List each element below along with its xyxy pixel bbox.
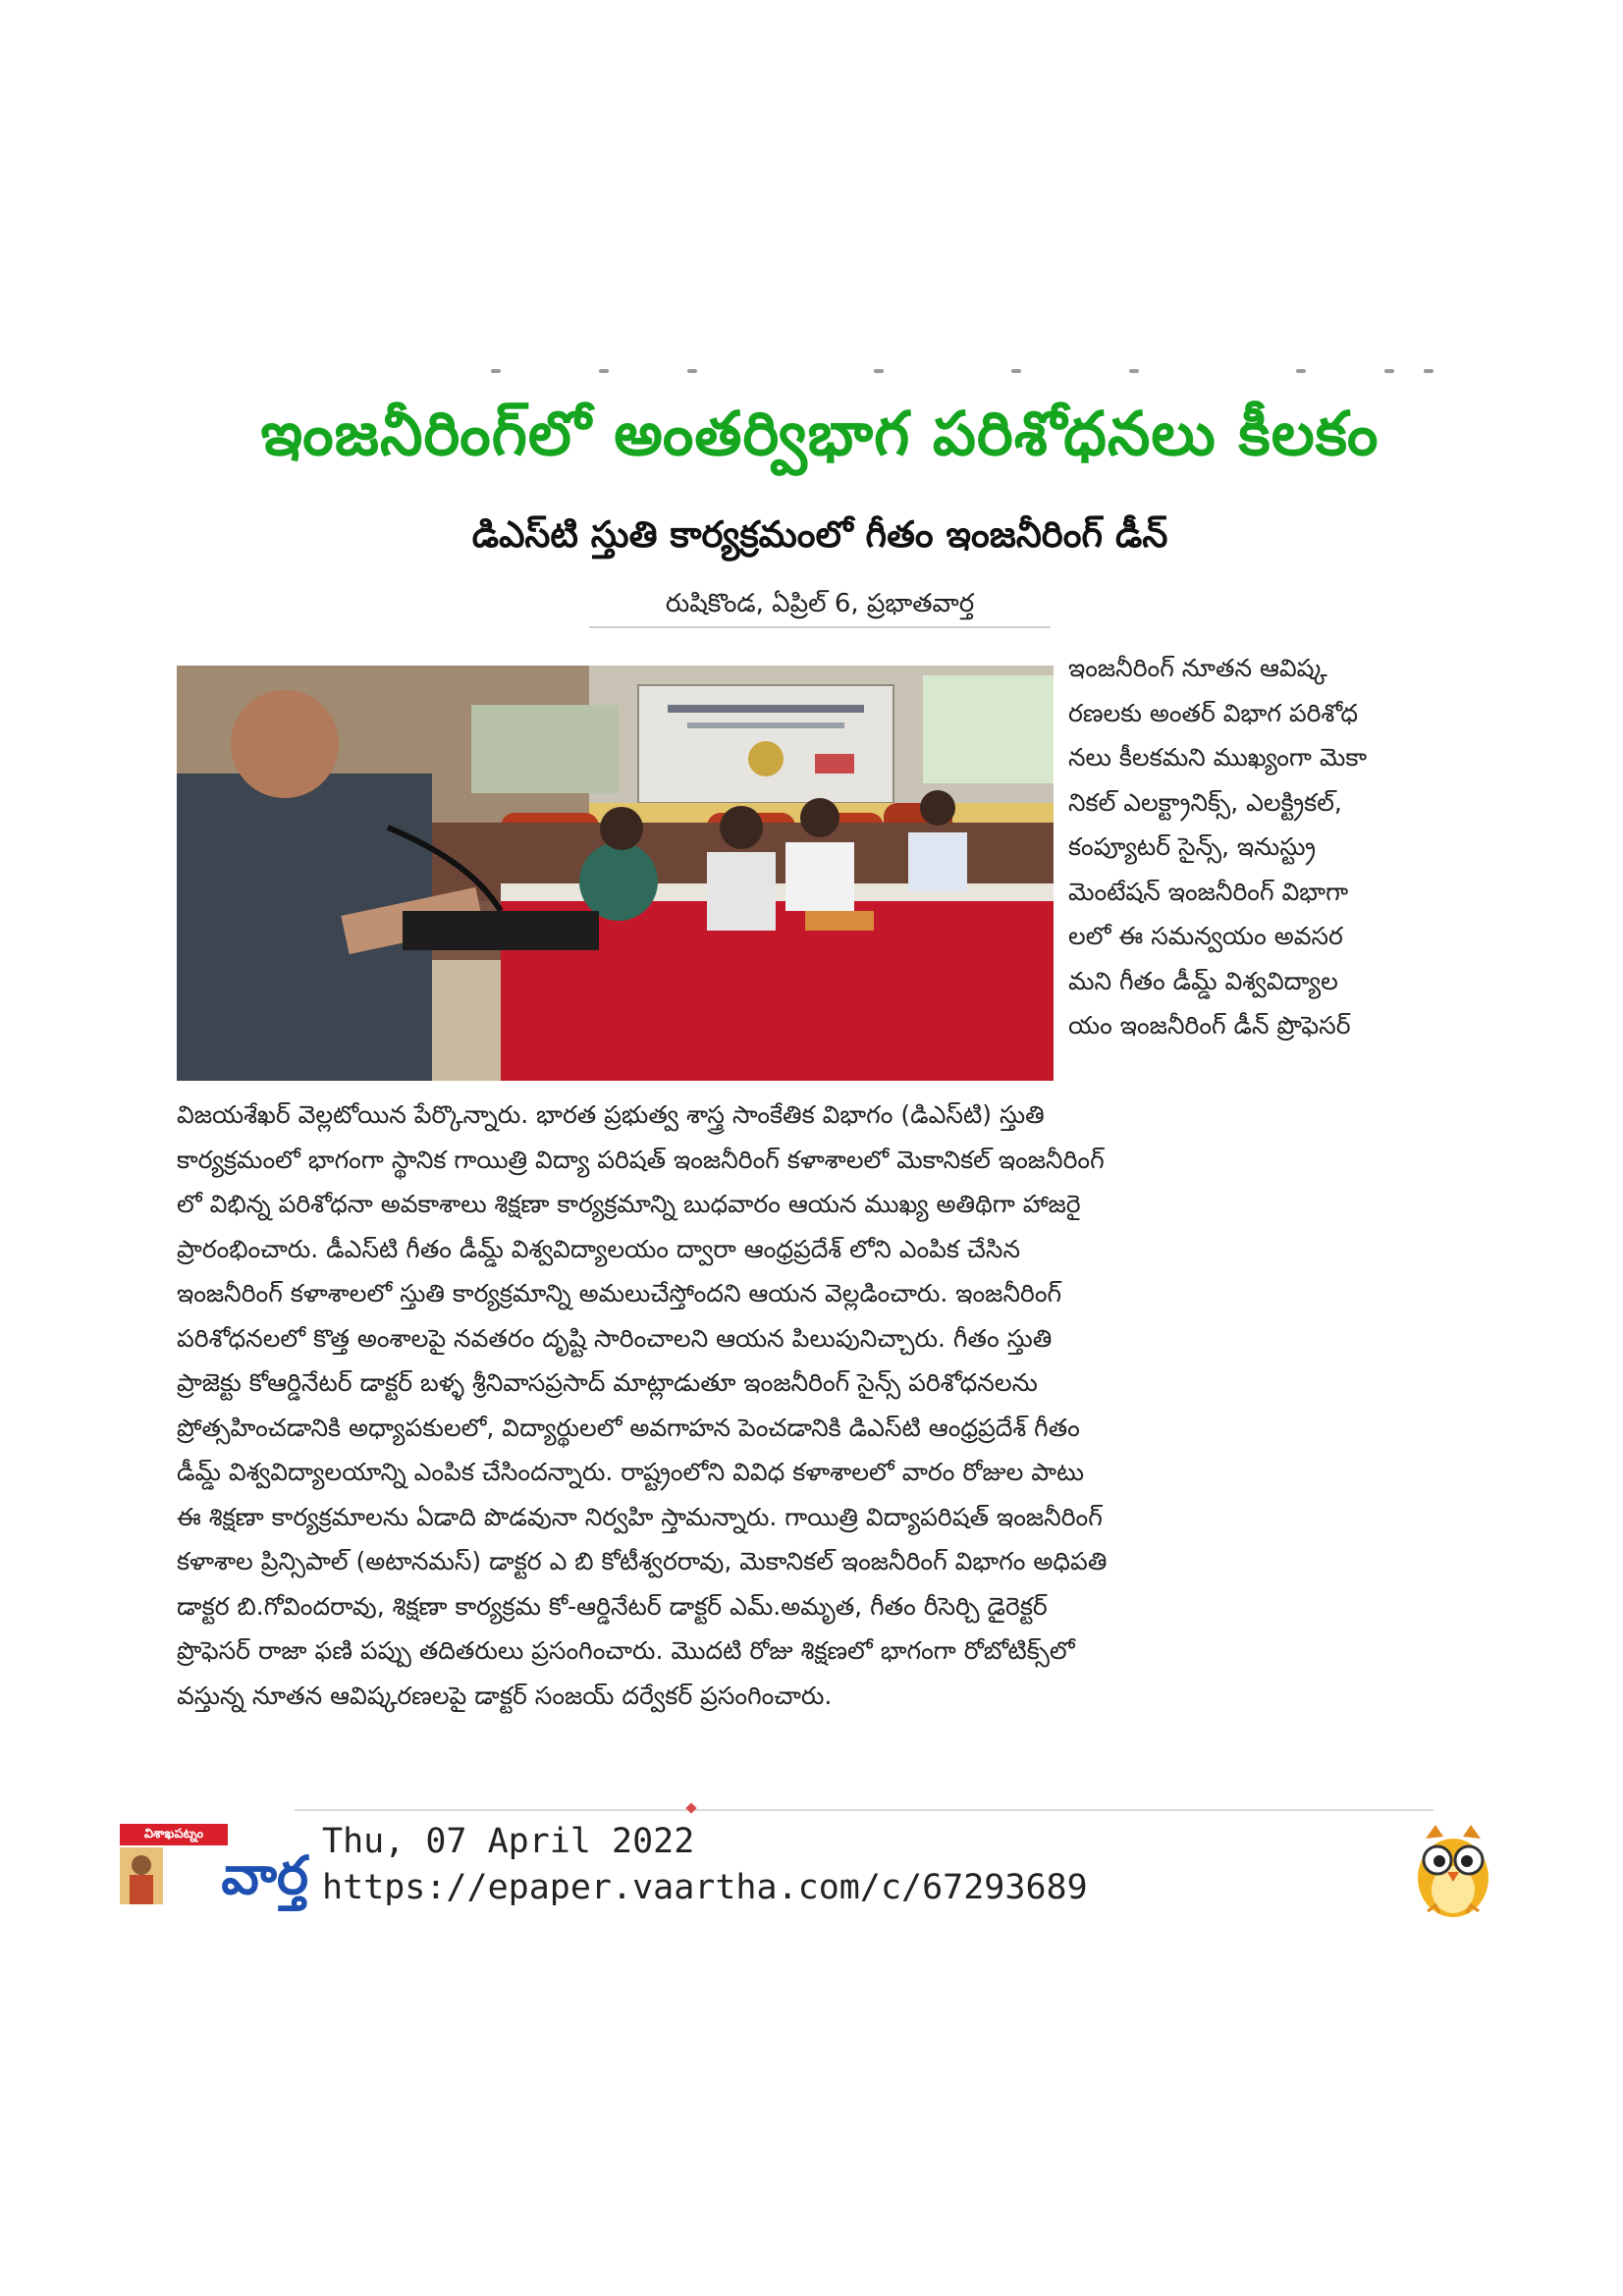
article-line: లో విభిన్న పరిశోధనా అవకాశాలు శిక్షణా కార్యక్రమాన్ని బుధవారం ఆయన ముఖ్య అతిథిగా హాజరై — [177, 1190, 1081, 1218]
article-line: కార్యక్రమంలో భాగంగా స్థానిక గాయిత్రి విద్యా పరిషత్ ఇంజనీరింగ్ కళాశాలలో మెకానికల్ ఇంజనీరింగ్ — [177, 1145, 1105, 1174]
article-line: కంప్యూటర్ సైన్స్, ఇనుస్ట్రు — [1068, 832, 1317, 861]
article-column — [1068, 646, 1461, 1048]
article-line: రణలకు అంతర్ విభాగ పరిశోధ — [1068, 698, 1358, 727]
dateline-underline — [589, 626, 1051, 628]
article-line: ప్రారంభించారు. డీఎస్‌టి గీతం డీమ్డ్ విశ్వవిద్యాలయం ద్వారా ఆంధ్రప్రదేశ్ లోని ఎంపిక చేసిన — [177, 1234, 1021, 1263]
article-line: లలో ఈ సమన్వయం అవసర — [1068, 922, 1343, 950]
article-line: కళాశాల ప్రిన్సిపాల్ (అటానమస్) డాక్టర ఎ బి కోటీశ్వరరావు, మెకానికల్ ఇంజనీరింగ్ విభాగం అధిపతి — [177, 1547, 1108, 1575]
article-line: ప్రొఫెసర్ రాజా ఫణి పప్పు తదితరులు ప్రసంగించారు. మొదటి రోజు శిక్షణలో భాగంగా రోబోటిక్స్‌లో — [177, 1636, 1075, 1665]
owl-mascot-icon — [1414, 1821, 1492, 1919]
article-line: ఇంజనీరింగ్ కళాశాలలో స్తుతి కార్యక్రమాన్ని అమలుచేస్తోందని ఆయన వెల్లడించారు. ఇంజనీరింగ్ — [177, 1279, 1062, 1308]
article-body — [177, 1093, 1483, 1718]
article-line: డీమ్డ్ విశ్వవిద్యాలయాన్ని ఎంపిక చేసిందన్నారు. రాష్ట్రంలోని వివిధ కళాశాలలో వారం రోజుల పాటు — [177, 1458, 1085, 1486]
publication-date: Thu, 07 April 2022 — [322, 1822, 695, 1861]
logo-wordmark: వార్త — [221, 1844, 308, 1906]
dateline: రుషికొండ, ఏప్రిల్ 6, ప్రభాతవార్త — [665, 589, 975, 618]
epaper-link[interactable]: https://epaper.vaartha.com/c/67293689 — [322, 1868, 1088, 1907]
article-line: వస్తున్న నూతన ఆవిష్కరణలపై డాక్టర్ సంజయ్ దర్వేకర్ ప్రసంగించారు. — [177, 1681, 833, 1710]
article-line: ఈ శిక్షణా కార్యక్రమాలను ఏడాది పొడవునా నిర్వహి స్తామన్నారు. గాయిత్రి విద్యాపరిషత్ ఇంజనీరింగ్ — [177, 1502, 1103, 1531]
vaartha-logo — [120, 1824, 308, 1910]
article-line: ప్రాజెక్టు కోఆర్డినేటర్ డాక్టర్ బళ్ళ శ్రీనివాసప్రసాద్ మాట్లాడుతూ ఇంజనీరింగ్ సైన్స్ పరిశోధనలను — [177, 1368, 1038, 1397]
article-line: యం ఇంజనీరింగ్ డీన్ ప్రొఫెసర్ — [1068, 1011, 1351, 1040]
article-line: మెంటేషన్ ఇంజనీరింగ్ విభాగా — [1068, 877, 1349, 906]
article-line: పరిశోధనలలో కొత్త అంశాలపై నవతరం దృష్టి సారించాలని ఆయన పిలుపునిచ్చారు. గీతం స్తుతి — [177, 1323, 1053, 1353]
cropped-text-strip — [167, 365, 1463, 379]
divider-marker — [685, 1802, 696, 1813]
article-line: నలు కీలకమని ముఖ్యంగా మెకా — [1068, 743, 1368, 772]
article-line: మని గీతం డీమ్డ్ విశ్వవిద్యాల — [1068, 966, 1338, 995]
article-line: ఇంజనీరింగ్ నూతన ఆవిష్క — [1068, 654, 1327, 682]
article-line: డాక్టర బి.గోవిందరావు, శిక్షణా కార్యక్రమ కో-ఆర్డినేటర్ డాక్టర్ ఎమ్.అమృత, గీతం రీసెర్చి డైరెక్టర్ — [177, 1591, 1048, 1621]
subheadline: డిఎస్‌టి స్తుతి కార్యక్రమంలో గీతం ఇంజనీరింగ్ డీన్ — [471, 513, 1168, 556]
article-line: విజయశేఖర్ వెల్లటోయిన పేర్కొన్నారు. భారత ప్రభుత్వ శాస్త్ర సాంకేతిక విభాగం (డిఎస్‌టి) స్తుతి — [177, 1100, 1045, 1129]
headline: ఇంజనీరింగ్‌లో అంతర్విభాగ పరిశోధనలు కీలకం — [260, 398, 1380, 469]
logo-edition-label: విశాఖపట్నం — [120, 1824, 228, 1845]
footer-divider — [295, 1809, 1434, 1811]
article-line: నికల్ ఎలక్ట్రానిక్స్, ఎలక్ట్రికల్, — [1068, 787, 1342, 817]
event-photo — [177, 666, 1054, 1081]
article-line: ప్రోత్సహించడానికి అధ్యాపకులలో, విద్యార్థులలో అవగాహన పెంచడానికి డిఎస్‌టి ఆంధ్రప్రదేశ్ గీతం — [177, 1413, 1080, 1442]
